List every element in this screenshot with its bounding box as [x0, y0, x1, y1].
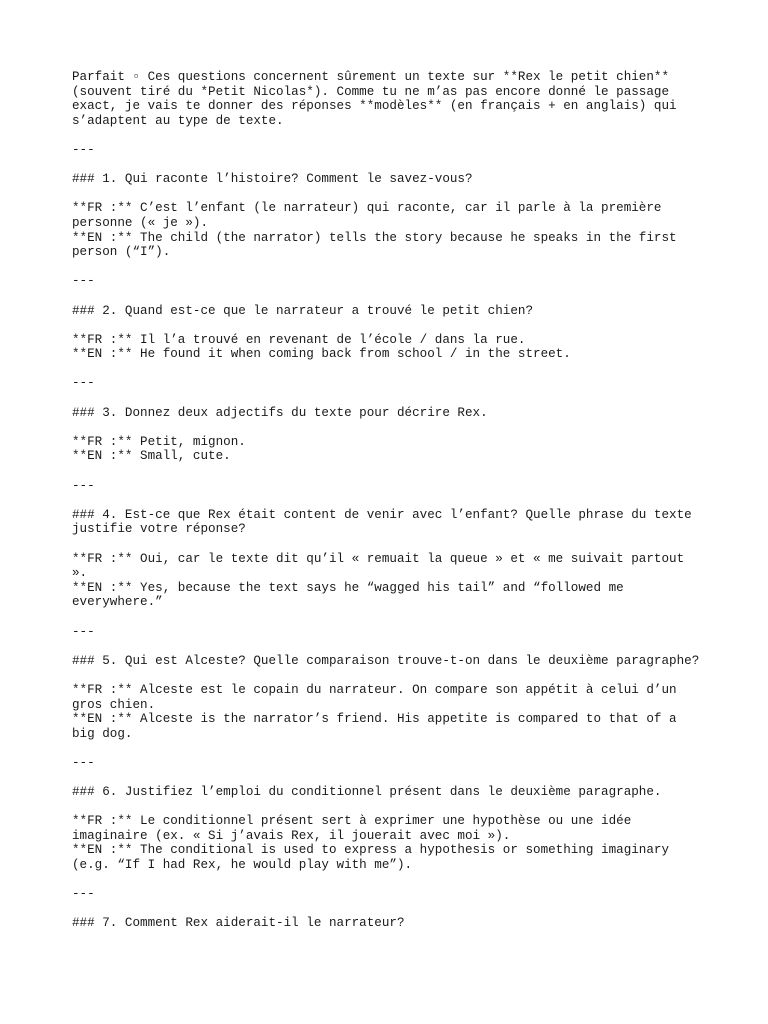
section-divider: ---: [72, 376, 95, 391]
answer-fr: **FR :** Le conditionnel présent sert à exprimer une hypothèse ou une idée: [72, 814, 632, 829]
text-line: person (“I”).: [72, 245, 171, 260]
question-heading: ### 2. Quand est-ce que le narrateur a trouvé le petit chien?: [72, 303, 534, 318]
answer-fr: **FR :** C’est l’enfant (le narrateur) qui raconte, car il parle à la première: [72, 201, 662, 216]
text-line: exact, je vais te donner des réponses **modèles** (en français + en anglais) qui: [72, 99, 677, 114]
blank-line: [72, 741, 712, 756]
question-heading: ### 5. Qui est Alceste? Quelle comparaison trouve-t-on dans le deuxième paragraphe?: [72, 653, 700, 668]
text-line: Parfait ▫ Ces questions concernent sûrement un texte sur **Rex le petit chien**: [72, 70, 670, 84]
blank-line: [72, 668, 712, 683]
text-line: ».: [72, 566, 88, 581]
blank-line: [72, 187, 712, 202]
answer-en: **EN :** The conditional is used to express a hypothesis or something imaginary: [72, 843, 670, 858]
blank-line: [72, 493, 712, 508]
blank-line: [72, 464, 712, 479]
answer-en: **EN :** The child (the narrator) tells the story because he speaks in the first: [72, 230, 677, 245]
section-divider: ---: [72, 755, 95, 770]
answer-fr: **FR :** Oui, car le texte dit qu’il « remuait la queue » et « me suivait partout: [72, 551, 685, 566]
blank-line: [72, 873, 712, 888]
blank-line: [72, 420, 712, 435]
text-line: (souvent tiré du *Petit Nicolas*). Comme tu ne m’as pas encore donné le passage: [72, 84, 670, 99]
text-line: personne (« je »).: [72, 215, 209, 230]
blank-line: [72, 128, 712, 143]
section-divider: ---: [72, 887, 95, 902]
question-heading: ### 1. Qui raconte l’histoire? Comment le savez-vous?: [72, 172, 473, 187]
blank-line: [72, 362, 712, 377]
text-line: (e.g. “If I had Rex, he would play with me”).: [72, 858, 413, 873]
blank-line: [72, 902, 712, 917]
blank-line: [72, 639, 712, 654]
answer-en: **EN :** Alceste is the narrator’s friend. His appetite is compared to that of a: [72, 712, 677, 727]
blank-line: [72, 800, 712, 815]
blank-line: [72, 158, 712, 173]
text-line: big dog.: [72, 726, 133, 741]
question-heading: ### 3. Donnez deux adjectifs du texte pour décrire Rex.: [72, 405, 488, 420]
answer-en: **EN :** He found it when coming back from school / in the street.: [72, 347, 571, 362]
section-divider: ---: [72, 624, 95, 639]
blank-line: [72, 318, 712, 333]
text-line: everywhere.”: [72, 595, 163, 610]
text-line: imaginaire (ex. « Si j’avais Rex, il jouerait avec moi »).: [72, 828, 511, 843]
text-line: gros chien.: [72, 697, 156, 712]
answer-fr: **FR :** Petit, mignon.: [72, 434, 246, 449]
text-line: justifie votre réponse?: [72, 522, 246, 537]
question-heading: ### 7. Comment Rex aiderait-il le narrateur?: [72, 916, 405, 931]
answer-en: **EN :** Small, cute.: [72, 449, 231, 464]
section-divider: ---: [72, 478, 95, 493]
answer-en: **EN :** Yes, because the text says he “wagged his tail” and “followed me: [72, 580, 624, 595]
answer-fr: **FR :** Il l’a trouvé en revenant de l’école / dans la rue.: [72, 332, 526, 347]
blank-line: [72, 289, 712, 304]
question-heading: ### 4. Est-ce que Rex était content de venir avec l’enfant? Quelle phrase du texte: [72, 507, 692, 522]
blank-line: [72, 771, 712, 786]
question-heading: ### 6. Justifiez l’emploi du conditionnel présent dans le deuxième paragraphe.: [72, 785, 662, 800]
blank-line: [72, 610, 712, 625]
answer-fr: **FR :** Alceste est le copain du narrateur. On compare son appétit à celui d’un: [72, 682, 677, 697]
blank-line: [72, 391, 712, 406]
document-page: [72, 70, 712, 931]
blank-line: [72, 537, 712, 552]
text-line: s’adaptent au type de texte.: [72, 113, 284, 128]
section-divider: ---: [72, 142, 95, 157]
blank-line: [72, 260, 712, 275]
section-divider: ---: [72, 274, 95, 289]
